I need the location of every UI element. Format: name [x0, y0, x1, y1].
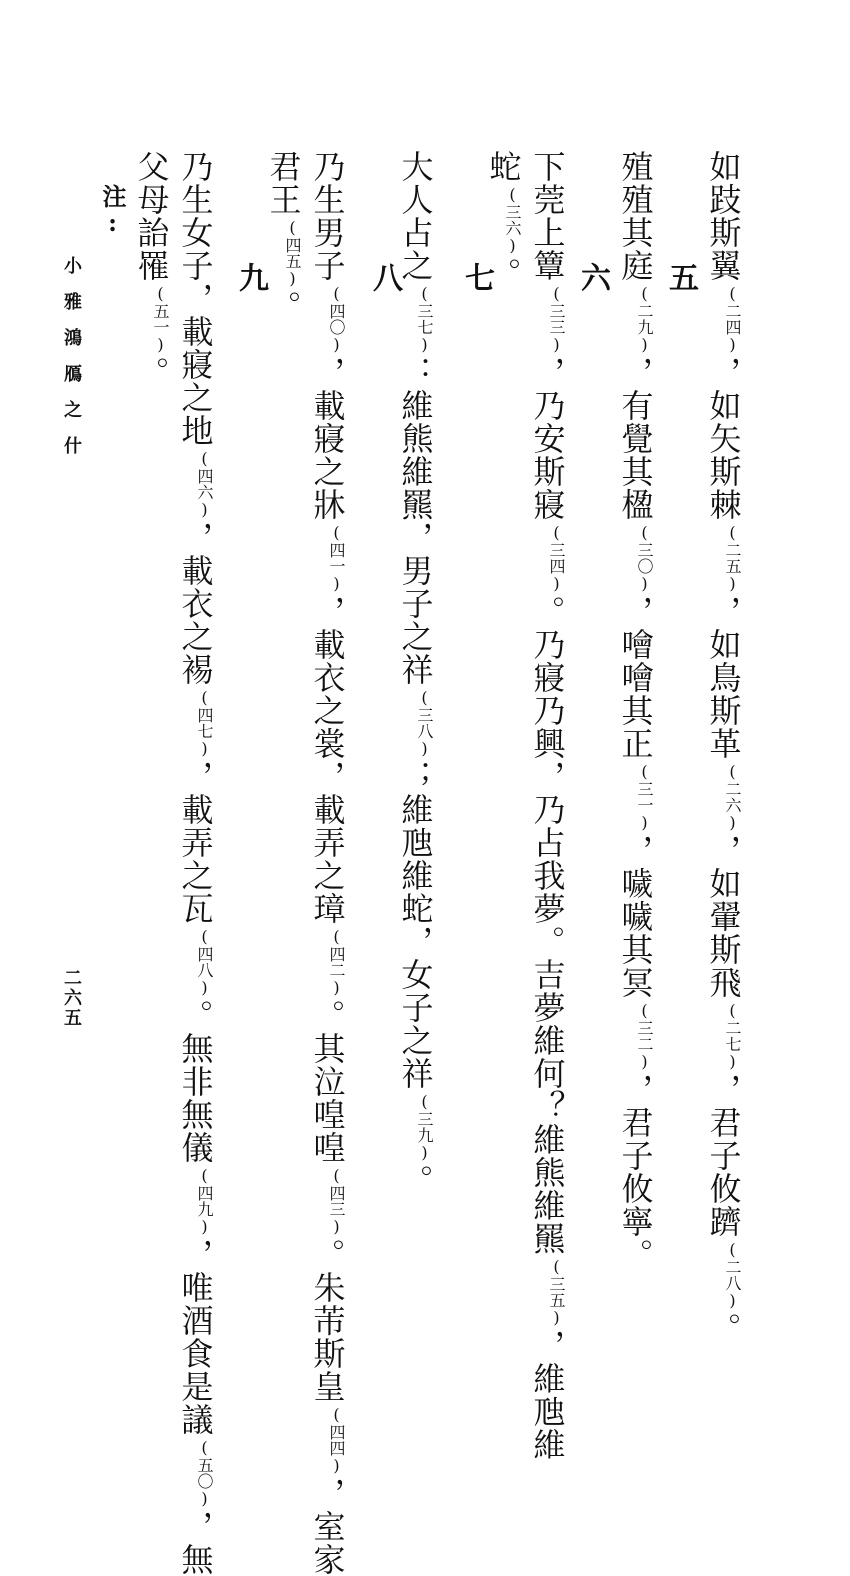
verse-column-7	[262, 150, 315, 323]
stanza-mark-8: 八	[367, 262, 402, 292]
verse-text: ，噦噦其冥	[616, 834, 655, 999]
verse-text: ，乃安斯寢	[528, 356, 567, 521]
running-header: 小雅鴻鴈之什	[61, 256, 82, 472]
note-marker: (三八)	[415, 688, 434, 758]
verse-text: 。無非無儀	[176, 999, 215, 1164]
verse-text: ，唯酒食是議	[176, 1238, 215, 1436]
note-marker: (三七)	[415, 284, 434, 354]
verse-text: 。	[704, 1312, 743, 1345]
note-marker: (五一)	[151, 284, 170, 354]
verse-text: ，載寢之牀	[308, 356, 347, 521]
note-marker: (三五)	[547, 1257, 566, 1327]
verse-text: 父母詒罹	[132, 150, 171, 282]
verse-text: ，載衣之裼	[176, 521, 215, 686]
note-marker: (三〇)	[635, 523, 654, 593]
verse-column-2	[614, 150, 667, 1271]
verse-text: ，維虺維	[528, 1329, 567, 1461]
note-marker: (四七)	[195, 688, 214, 758]
notes-label: 注:	[98, 184, 127, 237]
verse-text: ；維虺維蛇，女子之祥	[396, 760, 435, 1090]
verse-text: 。	[484, 257, 523, 290]
verse-text: ，噲噲其正	[616, 595, 655, 760]
verse-text: ，載衣之裳，載弄之璋	[308, 595, 347, 925]
verse-column-6	[306, 150, 359, 1576]
verse-text: ：維熊維羆，男子之祥	[396, 356, 435, 686]
verse-text: 大人占之	[396, 150, 435, 282]
verse-text: 殖殖其庭	[616, 150, 655, 282]
stanza-mark-6: 六	[575, 262, 610, 292]
verse-text: 。	[396, 1164, 435, 1197]
note-marker: (四二)	[327, 927, 346, 997]
verse-text: 如跂斯翼	[704, 150, 743, 282]
verse-text: ，如鳥斯革	[704, 595, 743, 760]
verse-text: 。其泣喤喤	[308, 999, 347, 1164]
note-marker: (三一)	[635, 762, 654, 832]
verse-text: ，載弄之瓦	[176, 760, 215, 925]
verse-text: ，如矢斯棘	[704, 356, 743, 521]
verse-text: ，如翬斯飛	[704, 834, 743, 999]
note-marker: (二六)	[723, 762, 742, 832]
verse-text: ，君子攸寧。	[616, 1073, 655, 1271]
note-marker: (二五)	[723, 523, 742, 593]
note-marker: (四四)	[327, 1405, 346, 1475]
verse-text: 。	[132, 356, 171, 389]
verse-text: 。朱芾斯皇	[308, 1238, 347, 1403]
note-marker: (四一)	[327, 523, 346, 593]
note-marker: (三六)	[503, 185, 522, 255]
note-marker: (四五)	[283, 218, 302, 288]
note-marker: (二八)	[723, 1240, 742, 1310]
note-marker: (四八)	[195, 927, 214, 997]
verse-text: 乃生男子	[308, 150, 347, 282]
note-marker: (四三)	[327, 1166, 346, 1236]
verse-text: ，無	[176, 1510, 215, 1576]
note-marker: (二四)	[723, 284, 742, 354]
note-marker: (三二)	[635, 1001, 654, 1071]
verse-text: 蛇	[484, 150, 523, 183]
note-marker: (三九)	[415, 1092, 434, 1162]
page-number: 二六五	[61, 968, 82, 1028]
verse-text: 。	[264, 290, 303, 323]
stanza-mark-5: 五	[663, 262, 698, 292]
verse-text: ，室家	[308, 1477, 347, 1576]
verse-text: 下莞上簟	[528, 150, 567, 282]
note-marker: (二七)	[723, 1001, 742, 1071]
note-marker: (三四)	[547, 523, 566, 593]
stanza-mark-7: 七	[459, 262, 494, 292]
note-marker: (三三)	[547, 284, 566, 354]
verse-text: 君王	[264, 150, 303, 216]
verse-column-1	[702, 150, 755, 1345]
stanza-mark-9: 九	[233, 262, 268, 292]
note-marker: (五〇)	[195, 1438, 214, 1508]
verse-column-9	[130, 150, 183, 389]
note-marker: (四六)	[195, 449, 214, 519]
note-marker: (四九)	[195, 1166, 214, 1236]
verse-text: 。乃寢乃興，乃占我夢。吉夢維何？維熊維羆	[528, 595, 567, 1255]
verse-column-5	[394, 150, 447, 1197]
verse-text: ，有覺其楹	[616, 356, 655, 521]
note-marker: (四〇)	[327, 284, 346, 354]
verse-text: ，君子攸躋	[704, 1073, 743, 1238]
verse-column-3	[526, 150, 579, 1461]
verse-text: 乃生女子，載寢之地	[176, 150, 215, 447]
note-marker: (二九)	[635, 284, 654, 354]
